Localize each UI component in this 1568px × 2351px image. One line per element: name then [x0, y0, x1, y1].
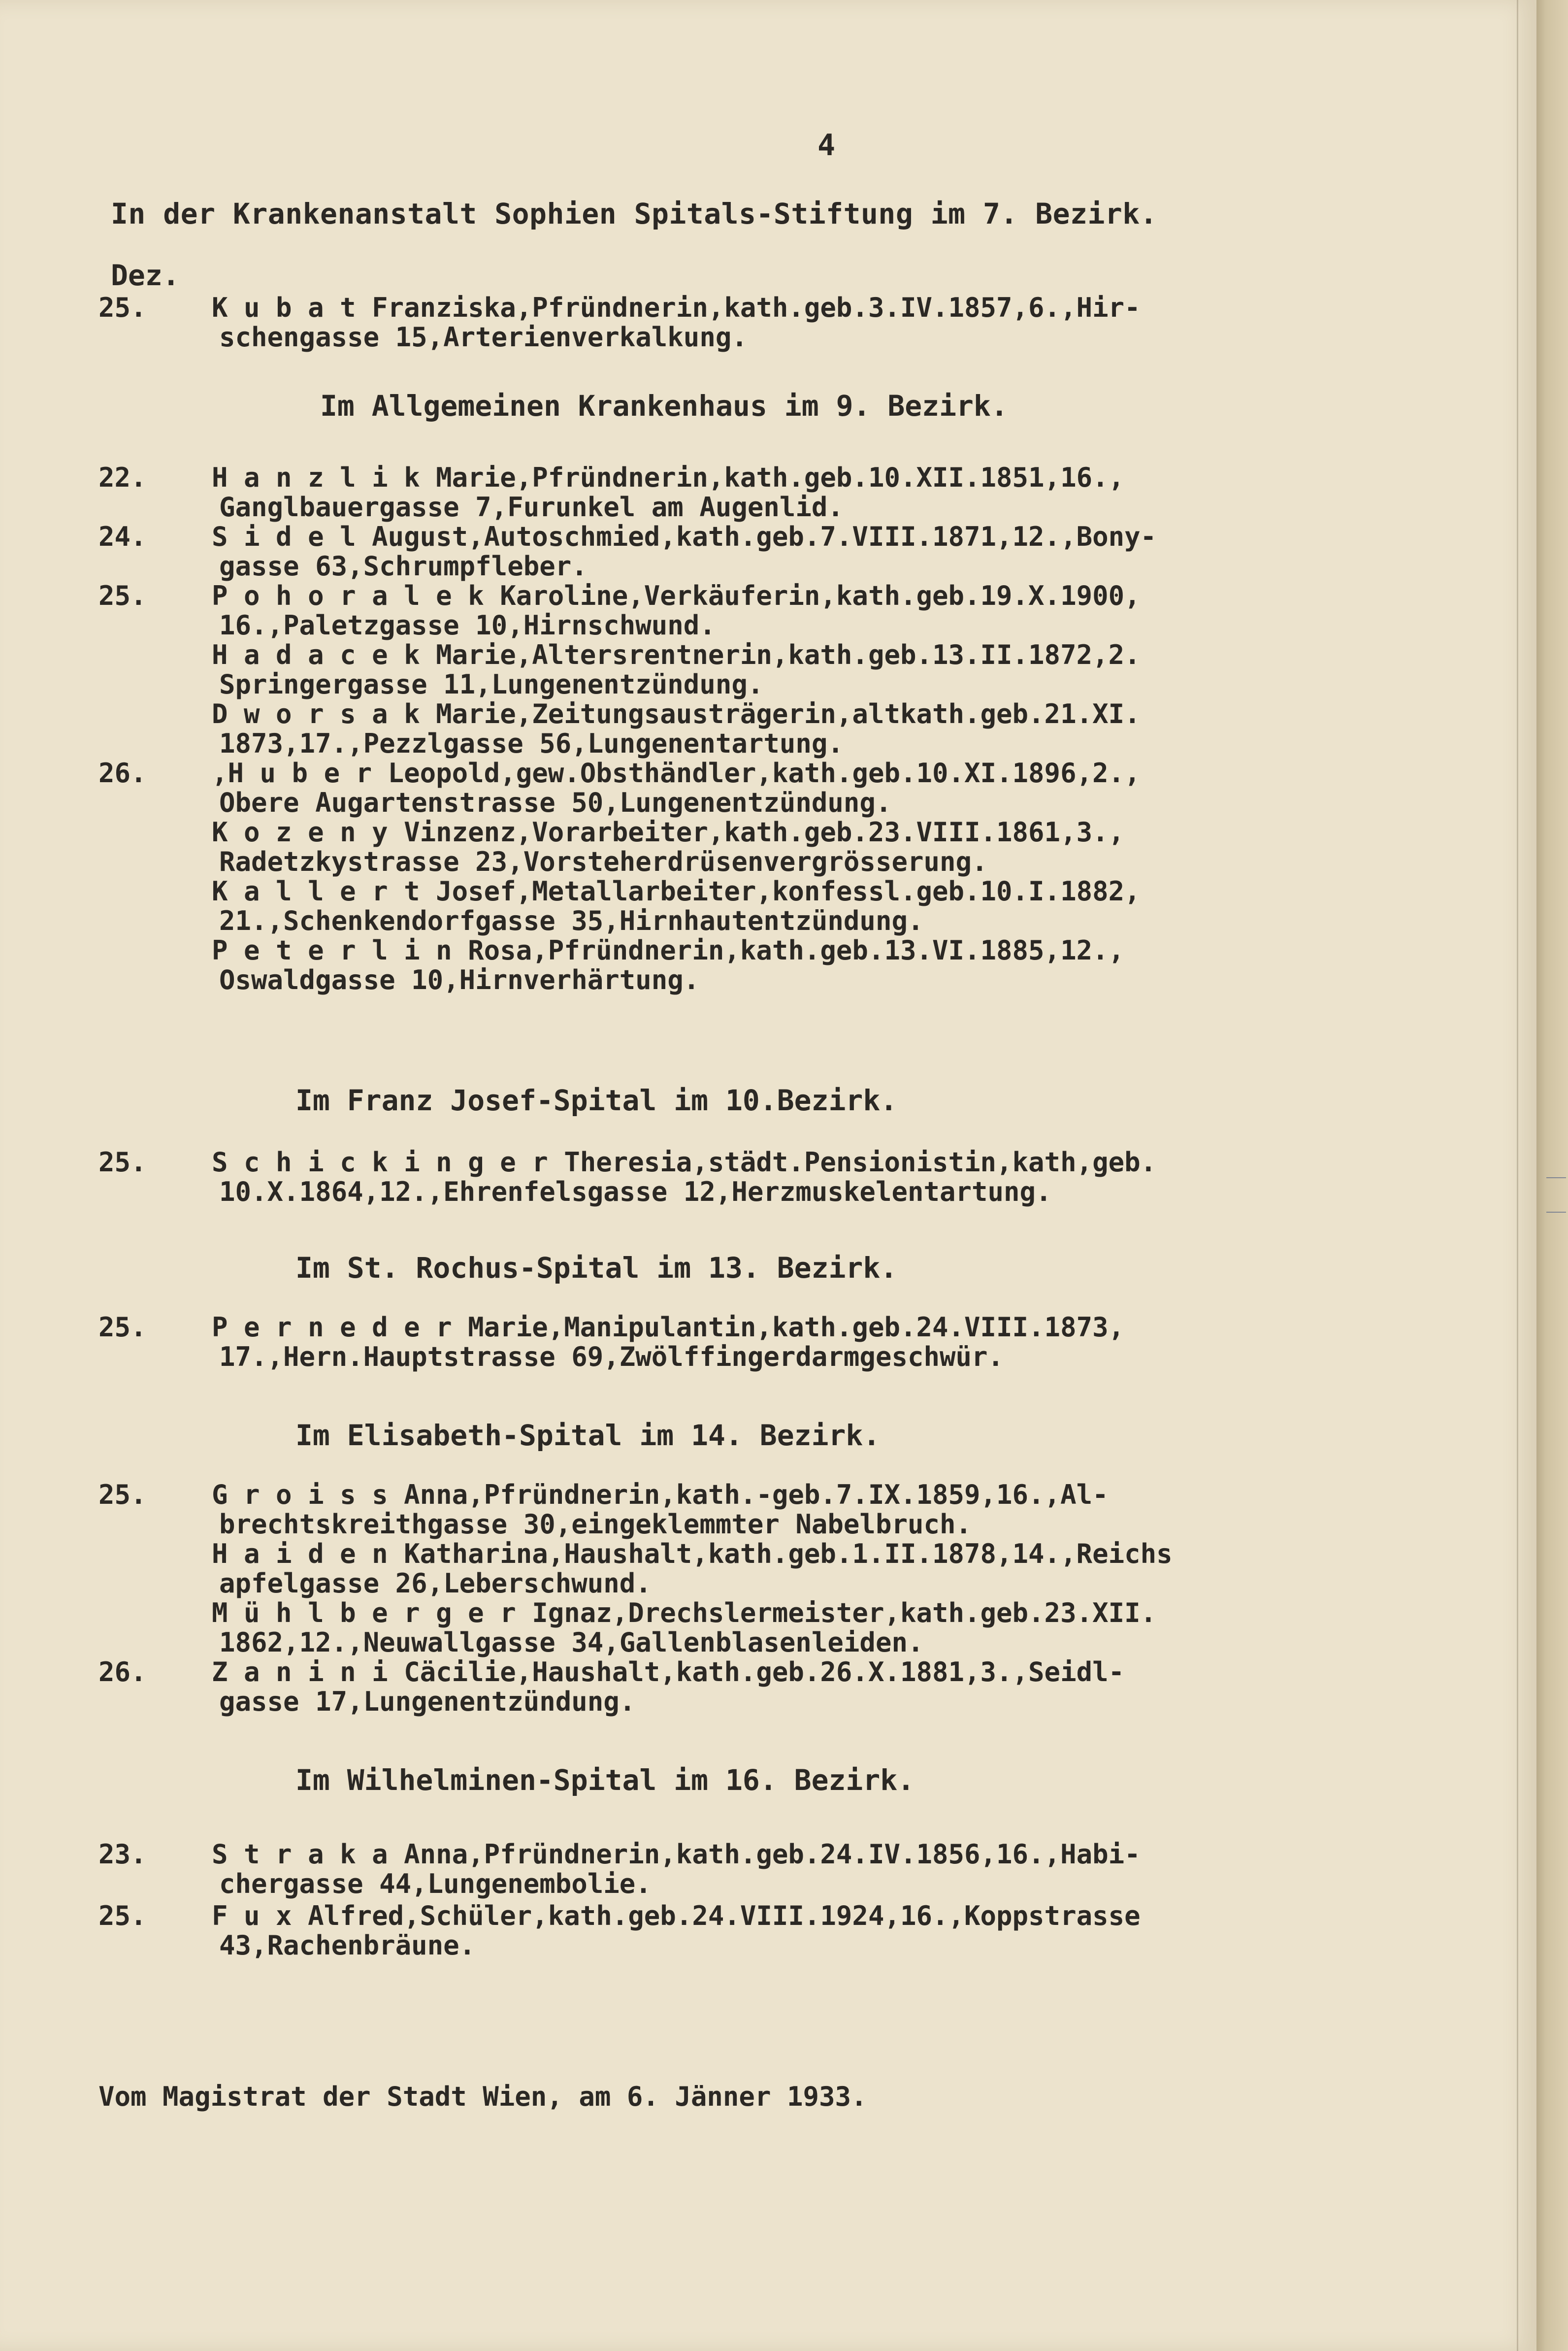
entry-day: 24.: [98, 521, 147, 552]
document-heading: In der Krankenanstalt Sophien Spitals-Stiftung im 7. Bezirk.: [111, 197, 1158, 231]
entry-day: 25.: [98, 1479, 147, 1510]
entry-day: 25.: [98, 1312, 147, 1343]
section-heading: Im Elisabeth-Spital im 14. Bezirk.: [295, 1419, 881, 1452]
entry-text: ,H u b e r Leopold,gew.Obsthändler,kath.geb.10.XI.1896,2.,: [212, 758, 1141, 789]
list-item: [98, 1480, 1109, 1539]
entry-text: G r o i s s Anna,Pfründnerin,kath.-geb.7.IX.1859,16.,Al-: [212, 1479, 1109, 1510]
entry-text: M ü h l b e r g e r Ignaz,Drechslermeister,kath.geb.23.XII.: [212, 1597, 1157, 1628]
entry-text: H a i d e n Katharina,Haushalt,kath.geb.1.II.1878,14.,Reichs: [212, 1538, 1173, 1569]
entry-text: K o z e n y Vinzenz,Vorarbeiter,kath.geb.23.VIII.1861,3.,: [212, 817, 1125, 848]
list-item: [98, 1840, 1141, 1899]
list-item: [98, 759, 1141, 818]
list-item: [98, 522, 1156, 581]
entry-day: 26.: [98, 1656, 147, 1688]
list-item: [98, 1901, 1141, 1960]
list-item: [98, 877, 1141, 936]
list-item: [98, 640, 1141, 699]
entry-text: K a l l e r t Josef,Metallarbeiter,konfessl.geb.10.I.1882,: [212, 876, 1141, 907]
entry-text: H a d a c e k Marie,Altersrentnerin,kath.geb.13.II.1872,2.: [212, 639, 1141, 670]
entry-text-continued: apfelgasse 26,Leberschwund.: [219, 1568, 652, 1599]
entry-text: P o h o r a l e k Karoline,Verkäuferin,kath.geb.19.X.1900,: [212, 580, 1141, 611]
entry-text: K u b a t Franziska,Pfründnerin,kath.geb.3.IV.1857,6.,Hir-: [212, 292, 1141, 323]
entry-text: F u x Alfred,Schüler,kath.geb.24.VIII.1924,16.,Koppstrasse: [212, 1900, 1141, 1931]
list-item: [98, 1539, 1173, 1598]
entry-text: P e r n e d e r Marie,Manipulantin,kath.geb.24.VIII.1873,: [212, 1312, 1125, 1343]
entry-text-continued: 16.,Paletzgasse 10,Hirnschwund.: [219, 610, 716, 641]
entry-text-continued: 43,Rachenbräune.: [219, 1930, 476, 1961]
entry-text-continued: schengasse 15,Arterienverkalkung.: [219, 322, 748, 353]
list-item: [98, 818, 1124, 877]
entry-text: D w o r s a k Marie,Zeitungsausträgerin,altkath.geb.21.XI.: [212, 698, 1141, 729]
section-heading: Im St. Rochus-Spital im 13. Bezirk.: [295, 1251, 898, 1285]
entry-day: 26.: [98, 758, 147, 789]
entry-text-continued: brechtskreithgasse 30,eingeklemmter Nabelbruch.: [219, 1509, 972, 1540]
section-heading: Im Franz Josef-Spital im 10.Bezirk.: [295, 1084, 898, 1117]
entry-text-continued: 1873,17.,Pezzlgasse 56,Lungenentartung.: [219, 728, 844, 759]
list-item: [98, 463, 1124, 522]
list-item: [98, 1598, 1156, 1657]
entry-text-continued: Ganglbauergasse 7,Furunkel am Augenlid.: [219, 492, 844, 523]
entry-day: 22.: [98, 462, 147, 493]
entry-day: 25.: [98, 1900, 147, 1931]
page-fold: [1517, 0, 1518, 2351]
ink-mark: [1546, 1177, 1566, 1178]
list-item: [98, 293, 1141, 352]
entry-text-continued: gasse 63,Schrumpfleber.: [219, 551, 588, 582]
entry-text-continued: 21.,Schenkendorfgasse 35,Hirnhautentzündung.: [219, 905, 924, 936]
entry-text: S i d e l August,Autoschmied,kath.geb.7.VIII.1871,12.,Bony-: [212, 521, 1157, 552]
entry-text-continued: Radetzkystrasse 23,Vorsteherdrüsenvergrösserung.: [219, 846, 988, 877]
entry-text-continued: Springergasse 11,Lungenentzündung.: [219, 669, 764, 700]
entry-text-continued: 1862,12.,Neuwallgasse 34,Gallenblasenleiden.: [219, 1627, 924, 1658]
entry-day: 25.: [98, 580, 147, 611]
list-item: [98, 1657, 1124, 1717]
entry-text-continued: gasse 17,Lungenentzündung.: [219, 1686, 636, 1717]
signature-line: Vom Magistrat der Stadt Wien, am 6. Jänner 1933.: [98, 2081, 867, 2112]
entry-text: S c h i c k i n g e r Theresia,städt.Pensionistin,kath,geb.: [212, 1147, 1157, 1178]
entry-text-continued: Obere Augartenstrasse 50,Lungenentzündung.: [219, 787, 892, 818]
list-item: [98, 699, 1141, 759]
entry-text-continued: Oswaldgasse 10,Hirnverhärtung.: [219, 964, 700, 995]
list-item: [98, 936, 1124, 995]
entry-day: 25.: [98, 292, 147, 323]
list-item: [98, 581, 1141, 640]
entry-text-continued: 17.,Hern.Hauptstrasse 69,Zwölffingerdarmgeschwür.: [219, 1341, 1004, 1372]
entry-day: 23.: [98, 1839, 147, 1870]
ink-mark: [1546, 1212, 1566, 1213]
month-label: Dez.: [111, 259, 180, 292]
entry-text-continued: 10.X.1864,12.,Ehrenfelsgasse 12,Herzmuskelentartung.: [219, 1176, 1052, 1207]
section-heading: Im Wilhelminen-Spital im 16. Bezirk.: [295, 1763, 915, 1797]
next-page-edge: [1536, 0, 1568, 2351]
list-item: [98, 1313, 1124, 1372]
list-item: [98, 1148, 1156, 1207]
entry-text: H a n z l i k Marie,Pfründnerin,kath.geb.10.XII.1851,16.,: [212, 462, 1125, 493]
section-heading: Im Allgemeinen Krankenhaus im 9. Bezirk.: [320, 389, 1008, 423]
page-number: 4: [817, 128, 836, 163]
entry-text: S t r a k a Anna,Pfründnerin,kath.geb.24.IV.1856,16.,Habi-: [212, 1839, 1141, 1870]
entry-text-continued: chergasse 44,Lungenembolie.: [219, 1868, 652, 1899]
entry-text: Z a n i n i Cäcilie,Haushalt,kath.geb.26.X.1881,3.,Seidl-: [212, 1656, 1125, 1688]
entry-day: 25.: [98, 1147, 147, 1178]
entry-text: P e t e r l i n Rosa,Pfründnerin,kath.geb.13.VI.1885,12.,: [212, 935, 1125, 966]
